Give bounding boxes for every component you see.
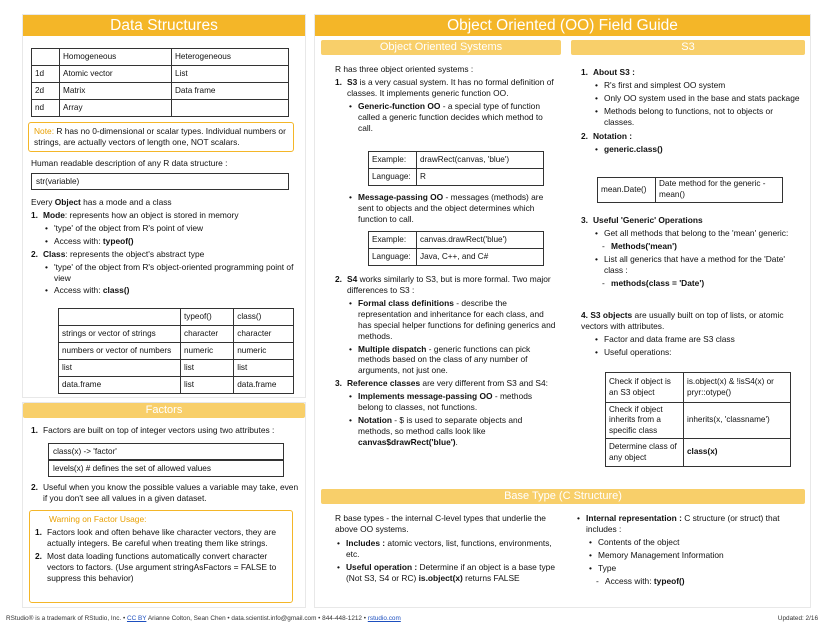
dimension-table: Homogeneous Heterogeneous 1d Atomic vector List 2d Matrix Data frame nd Array bbox=[31, 48, 289, 117]
updated-date: Updated: 2/16 bbox=[777, 615, 818, 622]
generic-function-example-table: Example: drawRect(canvas, 'blue') Language: R bbox=[368, 151, 544, 186]
table-row: list list list bbox=[59, 360, 294, 377]
data-structures-title: Data Structures bbox=[23, 15, 305, 36]
oo-systems-title: Object Oriented Systems bbox=[321, 40, 561, 55]
base-type-section: Base Type (C Structure) R base types - the internal C-level types that underlie the above OO systems. • Includes : atomic vectors, list, functions, environments, etc. • Useful operation : Determine if an object is a base type (Not S3, S4 or RC) is.object(x) returns FALSE • Internal representation : C structure (or struct) that includes : • Contents of the object • Memory Management Information • Type - Access with: typeof() bbox=[321, 489, 805, 605]
s3-section: S3 1. About S3 : • R's first and simplest OO system • Only OO system used in the base and stats package • Methods belong to functions, not to objects or classes. 2. Notation : • generic.class() mean.Date() Date method for the generic - mean() 3. Useful 'Generic' Operations • Get all methods that belong to the 'mean' generic: - Methods('mean') • List all generics that have a method for the 'Date' class : - methods(class = 'Date') 4. S3 objects are usually built on top of lists, or atomic vectors with attributes. • Factor and data frame are S3 class • Useful operations: Check if object is an S3 object is.object(x) & !isS4(x) or pryr::otype() Check if object inherits from a specific class inherits(x, 'classname') Determine class of any object class(x) bbox=[571, 40, 805, 480]
table-row: numbers or vector of numbers numeric numeric bbox=[59, 343, 294, 360]
table-row: Determine class of any object class(x) bbox=[606, 439, 791, 467]
s3-title: S3 bbox=[571, 40, 805, 55]
factors-title: Factors bbox=[23, 403, 305, 418]
oo-title: Object Oriented (OO) Field Guide bbox=[315, 15, 810, 36]
s3-operations-table bbox=[605, 372, 791, 467]
human-readable-label: Human readable description of any R data structure : bbox=[31, 158, 228, 168]
type-class-table: typeof() class() strings or vector of strings character character numbers or vector of numbers numeric numeric list list list data.frame list data.frame bbox=[58, 308, 294, 394]
table-row: nd Array bbox=[32, 100, 289, 117]
table-row: 2d Matrix Data frame bbox=[32, 83, 289, 100]
table-row: 1d Atomic vector List bbox=[32, 66, 289, 83]
table-row: Check if object is an S3 object is.object(x) & !isS4(x) or pryr::otype() bbox=[606, 373, 791, 403]
rstudio-link[interactable]: rstudio.com bbox=[367, 615, 401, 622]
data-structures-panel: Data Structures Homogeneous Heterogeneous 1d Atomic vector List 2d Matrix Data frame nd Array Note: R has no 0-dimensional or scalar types. Individual numbers or strings, are actually vectors of length one, NOT scalars. Human readable description of any R data structure : str(variable) Every Object has a mode and a class 1. Mode: represents how an object is stored in memory • 'type' of the object from R's point of view • Access with: typeof() 2. Class: represents the object's abstract type • 'type' of the object from R's object-oriented programming point of view • Access with: class() typeof() class() strings or vector of strings character character numbers or vector of numbers numeric numeric list list list data.frame list data.frame bbox=[22, 14, 306, 398]
table-row: data.frame list data.frame bbox=[59, 377, 294, 394]
class-item: 2. Class: represents the object's abstract type bbox=[31, 248, 205, 259]
message-passing-example-table: Example: canvas.drawRect('blue') Language: Java, C++, and C# bbox=[368, 231, 544, 266]
table-row: Check if object inherits from a specific class inherits(x, 'classname') bbox=[606, 403, 791, 439]
factor-code-1: class(x) -> 'factor' bbox=[48, 443, 284, 460]
oo-systems-section: Object Oriented Systems R has three object oriented systems : 1. S3 is a very casual system. It has no formal definition of classes. It implements generic function OO. • Generic-function OO - a special type of function called a generic function decides which method to call. Example: drawRect(canvas, 'blue') Language: R • Message-passing OO - messages (methods) are sent to objects and the object determines which function to call. Example: canvas.drawRect('blue') Language: Java, C++, and C# 2. S4 works similarly to S3, but is more formal. Two major differences to S3 : • Formal class definitions - describe the representation and inheritance for each class, and has special helper functions for defining generics and methods. • Multiple dispatch - generic functions can pick methods based on the class of any number of arguments, not just one. 3. Reference classes are very different from S3 and S4: • Implements message-passing OO - methods belong to classes, not functions. • Notation - $ is used to separate objects and methods, so method calls look like canvas$drawRect('blue'). bbox=[321, 40, 561, 480]
base-type-title: Base Type (C Structure) bbox=[321, 489, 805, 504]
mode-item: 1. Mode: represents how an object is stored in memory bbox=[31, 209, 239, 220]
footer: RStudio® is a trademark of RStudio, Inc. • CC BY Arianne Colton, Sean Chen • data.scientist.info@gmail.com • 844-448-1212 • rstudio.com Updated: 2/16 bbox=[6, 615, 818, 622]
factor-warning: Warning on Factor Usage: 1. Factors look and often behave like character vectors, they are actually integers. Be careful when treating them like strings. 2. Most data loading functions automatically convert character vectors to factors. (Use argument stringAsFactors = FALSE to suppress this behavior) bbox=[29, 510, 293, 603]
table-row: strings or vector of strings character character bbox=[59, 326, 294, 343]
mean-date-table: mean.Date() Date method for the generic - mean() bbox=[597, 177, 783, 203]
str-code-box: str(variable) bbox=[31, 173, 289, 190]
scalar-note: Note: R has no 0-dimensional or scalar types. Individual numbers or strings, are actually vectors of length one, NOT scalars. bbox=[28, 122, 294, 152]
cc-by-link[interactable]: CC BY bbox=[126, 615, 147, 622]
factor-code-2: levels(x) # defines the set of allowed values bbox=[48, 460, 284, 477]
factors-panel: Factors 1. Factors are built on top of integer vectors using two attributes : class(x) -> 'factor' levels(x) # defines the set of allowed values 2. Useful when you know the possible values a variable may take, even if you don't see all values in a given dataset. Warning on Factor Usage: 1. Factors look and often behave like character vectors, they are actually integers. Be careful when treating them like strings. 2. Most data loading functions automatically convert character vectors to factors. (Use argument stringAsFactors = FALSE to suppress this behavior) bbox=[22, 402, 306, 608]
